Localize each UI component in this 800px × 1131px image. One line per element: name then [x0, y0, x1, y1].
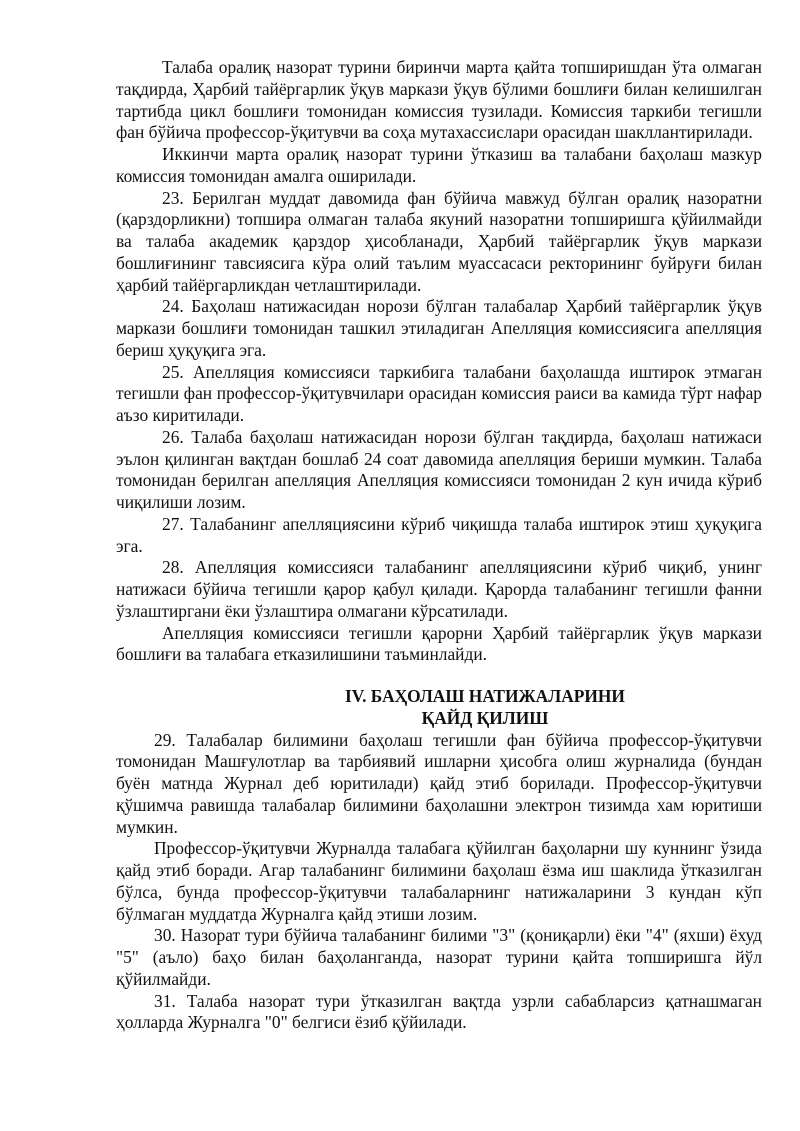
paragraph-appeal-decision: Апелляция комиссияси тегишли қарорни Ҳарбий тайёргарлик ўқув маркази бошлиғи ва талабага етказилишини таъминлайди.	[116, 622, 762, 665]
paragraph-item-27: 27. Талабанинг апелляциясини кўриб чиқишда талаба иштирок этиш ҳуқуқига эга.	[116, 513, 762, 556]
section-heading	[116, 686, 762, 730]
paragraph-item-23: 23. Берилган муддат давомида фан бўйича мавжуд бўлган оралиқ назоратни (қарздорликни) топшира олмаган талаба якуний назоратни топширишга қўйилмайди ва талаба академик қарздор ҳисобланади, Ҳарбий тайёргарлик ўқув маркази бошлиғининг тавсиясига кўра олий таълим муассасаси ректорининг буйруғи билан ҳарбий тайёргарликдан четлаштирилади.	[116, 187, 762, 295]
paragraph-item-28: 28. Апелляция комиссияси талабанинг апелляциясини кўриб чиқиб, унинг натижаси бўйича тегишли қарор қабул қилади. Қарорда талабанинг тегишли фанни ўзлаштиргани ёки ўзлаштира олмагани кўрсатилади.	[116, 557, 762, 621]
paragraph-item-24: 24. Баҳолаш натижасидан норози бўлган талабалар Ҳарбий тайёргарлик ўқув маркази бошлиғи томонидан ташкил этиладиган Апелляция комиссиясига апелляция бериш ҳуқуқига эга.	[116, 296, 762, 360]
paragraph-item-29: 29. Талабалар билимини баҳолаш тегишли фан бўйича профессор-ўқитувчи томонидан Машғулотлар ва тарбиявий ишларни ҳисобга олиш журналида (бундан буён матнда Журнал деб юритилади) қайд этиб борилади. Профессор-ўқитувчи қўшимча равишда талабалар билимини баҳолашни электрон тизимда хам юритиши мумкин.	[116, 729, 762, 837]
section-heading-line2: ҚАЙД ҚИЛИШ	[421, 707, 549, 728]
paragraph-item-30: 30. Назорат тури бўйича талабанинг билими "3" (қониқарли) ёки "4" (яхши) ёхуд "5" (аъло) баҳо билан баҳоланганда, назорат турини қайта топширишга йўл қўйилмайди.	[116, 925, 762, 989]
paragraph-item-31: 31. Талаба назорат тури ўтказилган вақтда узрли сабабларсиз қатнашмаган ҳолларда Журналга "0" белгиси ёзиб қўйилади.	[116, 990, 762, 1033]
paragraph-second-attempt: Иккинчи марта оралиқ назорат турини ўтказиш ва талабани баҳолаш мазкур комиссия томонидан амалга оширилади.	[116, 144, 762, 186]
paragraph-journal-recording: Профессор-ўқитувчи Журналда талабага қўйилган баҳоларни шу куннинг ўзида қайд этиб боради. Агар талабанинг билимини баҳолаш ёзма иш шаклида ўтказилган бўлса, бунда профессор-ўқитувчи талабаларнинг натижаларини 3 кундан кўп бўлмаган муддатда Журналга қайд этиши лозим.	[116, 838, 762, 924]
paragraph-item-25: 25. Апелляция комиссияси таркибига талабани баҳолашда иштирок этмаган тегишли фан профессор-ўқитувчилари орасидан комиссия раиси ва камида тўрт нафар аъзо киритилади.	[116, 361, 762, 425]
section-heading-line1: IV. БАҲОЛАШ НАТИЖАЛАРИНИ	[345, 686, 625, 706]
paragraph-item-26: 26. Талаба баҳолаш натижасидан норози бўлган тақдирда, баҳолаш натижаси эълон қилинган вақтдан бошлаб 24 соат давомида апелляция бериши мумкин. Талаба томонидан берилган апелляция Апелляция комиссияси томонидан 2 кун ичида кўриб чиқилиши лозим.	[116, 426, 762, 512]
paragraph-retake-commission: Талаба оралиқ назорат турини биринчи марта қайта топширишдан ўта олмаган тақдирда, Ҳарбий тайёргарлик ўқув маркази ўқув бўлими бошлиғи билан келишилган тартибда цикл бошлиғи томонидан комиссия тузилади. Комиссия таркиби тегишли фан бўйича профессор-ўқитувчи ва соҳа мутахассислари орасидан шакллантирилади.	[116, 57, 762, 143]
